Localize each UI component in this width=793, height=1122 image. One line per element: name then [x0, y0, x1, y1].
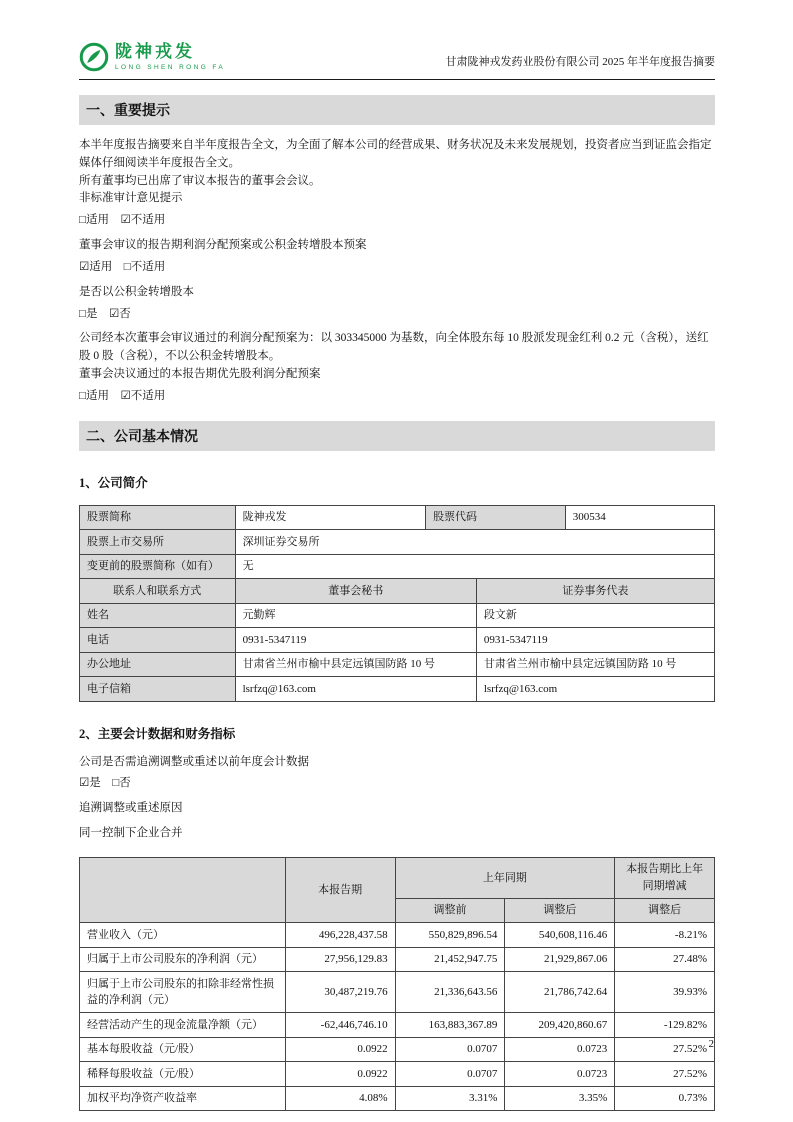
table-row: [80, 505, 715, 530]
fin-cell-label: 归属于上市公司股东的净利润（元）: [80, 947, 286, 972]
representative-header-cell: 证券事务代表: [476, 579, 714, 604]
fin-header-change-after-adjust: 调整后: [615, 898, 715, 923]
fin-cell-label: 归属于上市公司股东的扣除非经常性损益的净利润（元）: [80, 972, 286, 1013]
table-row: [80, 579, 715, 604]
document-title: 甘肃陇神戎发药业股份有限公司 2025 年半年度报告摘要: [445, 56, 715, 68]
stock-name-label-cell: 股票简称: [80, 505, 236, 530]
fin-cell-current: 30,487,219.76: [285, 972, 395, 1013]
subsection-financial-metrics: 2、主要会计数据和财务指标: [79, 726, 236, 741]
fin-cell-current: 27,956,129.83: [285, 947, 395, 972]
section-heading-company-info: 二、公司基本情况: [79, 421, 715, 451]
table-row: [80, 603, 715, 628]
table-row: [80, 628, 715, 653]
fin-header-current: 本报告期: [285, 857, 395, 923]
audit-opinion-checkboxes: □适用 ☑不适用: [79, 214, 166, 227]
reserve-conversion-label: 是否以公积金转增股本: [79, 285, 194, 298]
fin-cell-after: 21,929,867.06: [505, 947, 615, 972]
fin-header-change: 本报告期比上年同期增减: [615, 857, 715, 898]
fin-cell-current: 496,228,437.58: [285, 923, 395, 948]
fin-cell-before: 0.0707: [395, 1062, 505, 1087]
fin-cell-change: 39.93%: [615, 972, 715, 1013]
fin-cell-label: 加权平均净资产收益率: [80, 1086, 286, 1111]
fin-row: [80, 1013, 715, 1038]
fin-cell-after: 3.35%: [505, 1086, 615, 1111]
fin-header-row: [80, 857, 715, 898]
reserve-conversion-checkboxes: □是 ☑否: [79, 307, 131, 320]
representative-value-cell: 段文新: [476, 603, 714, 628]
exchange-value-cell: 深圳证券交易所: [235, 530, 714, 555]
fin-row: [80, 972, 715, 1013]
restatement-block: [79, 754, 715, 843]
fin-cell-label: 基本每股收益（元/股）: [80, 1037, 286, 1062]
preferred-stock-checkboxes: □适用 ☑不适用: [79, 389, 166, 402]
fin-cell-after: 209,420,860.67: [505, 1013, 615, 1038]
fin-header-before-adjust: 调整前: [395, 898, 505, 923]
secretary-value-cell: lsrfzq@163.com: [235, 677, 476, 702]
page-number: 2: [708, 1038, 714, 1050]
dividend-plan-paragraph: 公司经本次董事会审议通过的利润分配预案为：以 303345000 为基数，向全体股东每 10 股派发现金红利 0.2 元（含税），送红股 0 股（含税），不以公积金转增股本。: [79, 332, 709, 363]
fin-cell-after: 21,786,742.64: [505, 972, 615, 1013]
logo-name: 陇神戎发: [115, 42, 195, 62]
fin-header-after-adjust: 调整后: [505, 898, 615, 923]
contact-row-label-cell: 电子信箱: [80, 677, 236, 702]
fin-cell-change: 27.52%: [615, 1037, 715, 1062]
fin-row: [80, 923, 715, 948]
fin-cell-before: 3.31%: [395, 1086, 505, 1111]
fin-cell-label: 经营活动产生的现金流量净额（元）: [80, 1013, 286, 1038]
table-row: [80, 652, 715, 677]
logo-text: [115, 43, 225, 71]
former-name-value-cell: 无: [235, 554, 714, 579]
section-heading-important-notice: 一、重要提示: [79, 95, 715, 125]
representative-value-cell: 甘肃省兰州市榆中县定远镇国防路 10 号: [476, 652, 714, 677]
financial-metrics-table: [79, 857, 715, 1112]
contact-row-label-cell: 姓名: [80, 603, 236, 628]
table-row: [80, 530, 715, 555]
profit-plan-checkboxes: ☑适用 □不适用: [79, 260, 166, 273]
fin-cell-after: 540,608,116.46: [505, 923, 615, 948]
fin-cell-current: -62,446,746.10: [285, 1013, 395, 1038]
logo-icon: [79, 42, 109, 72]
fin-cell-label: 营业收入（元）: [80, 923, 286, 948]
contact-row-label-cell: 电话: [80, 628, 236, 653]
table-row: [80, 677, 715, 702]
notice-summary-paragraph: 本半年度报告摘要来自半年度报告全文，为全面了解本公司的经营成果、财务状况及未来发展规划，投资者应当到证监会指定媒体仔细阅读半年度报告全文。: [79, 139, 712, 169]
company-logo: [79, 42, 225, 72]
fin-cell-change: -8.21%: [615, 923, 715, 948]
logo-subtitle: LONG SHEN RONG FA: [115, 63, 226, 71]
page-header: [79, 42, 715, 80]
former-name-label-cell: 变更前的股票简称（如有）: [80, 554, 236, 579]
exchange-label-cell: 股票上市交易所: [80, 530, 236, 555]
fin-cell-change: -129.82%: [615, 1013, 715, 1038]
secretary-value-cell: 元勤辉: [235, 603, 476, 628]
profit-plan-label: 董事会审议的报告期利润分配预案或公积金转增股本预案: [79, 239, 367, 252]
fin-row: [80, 1086, 715, 1111]
restatement-question: 公司是否需追溯调整或重述以前年度会计数据: [79, 755, 309, 768]
fin-cell-current: 4.08%: [285, 1086, 395, 1111]
stock-code-label-cell: 股票代码: [426, 505, 566, 530]
fin-header-prior: 上年同期: [395, 857, 615, 898]
representative-value-cell: lsrfzq@163.com: [476, 677, 714, 702]
fin-row: [80, 1062, 715, 1087]
important-notice-body: [79, 137, 715, 406]
restatement-reason-value: 同一控制下企业合并: [79, 827, 183, 839]
table-row: [80, 554, 715, 579]
stock-code-value-cell: 300534: [565, 505, 714, 530]
notice-directors-paragraph: 所有董事均已出席了审议本报告的董事会会议。: [79, 174, 321, 187]
representative-value-cell: 0931-5347119: [476, 628, 714, 653]
fin-cell-before: 0.0707: [395, 1037, 505, 1062]
secretary-value-cell: 0931-5347119: [235, 628, 476, 653]
company-info-table: [79, 505, 715, 702]
contact-row-label-cell: 办公地址: [80, 652, 236, 677]
contact-header-cell: 联系人和联系方式: [80, 579, 236, 604]
fin-cell-after: 0.0723: [505, 1037, 615, 1062]
fin-cell-change: 0.73%: [615, 1086, 715, 1111]
fin-cell-change: 27.48%: [615, 947, 715, 972]
secretary-header-cell: 董事会秘书: [235, 579, 476, 604]
subsection-company-profile: 1、公司简介: [79, 475, 148, 490]
audit-opinion-label: 非标准审计意见提示: [79, 192, 183, 205]
fin-cell-before: 21,452,947.75: [395, 947, 505, 972]
fin-row: [80, 947, 715, 972]
fin-cell-current: 0.0922: [285, 1037, 395, 1062]
fin-cell-before: 163,883,367.89: [395, 1013, 505, 1038]
fin-cell-label: 稀释每股收益（元/股）: [80, 1062, 286, 1087]
secretary-value-cell: 甘肃省兰州市榆中县定远镇国防路 10 号: [235, 652, 476, 677]
fin-cell-before: 21,336,643.56: [395, 972, 505, 1013]
fin-cell-after: 0.0723: [505, 1062, 615, 1087]
fin-cell-change: 27.52%: [615, 1062, 715, 1087]
restatement-checkboxes: ☑是 □否: [79, 777, 131, 790]
fin-cell-current: 0.0922: [285, 1062, 395, 1087]
fin-corner-cell: [80, 857, 286, 923]
preferred-stock-label: 董事会决议通过的本报告期优先股利润分配预案: [79, 367, 321, 380]
restatement-reason-label: 追溯调整或重述原因: [79, 802, 183, 815]
fin-cell-before: 550,829,896.54: [395, 923, 505, 948]
stock-name-value-cell: 陇神戎发: [235, 505, 426, 530]
fin-row: [80, 1037, 715, 1062]
